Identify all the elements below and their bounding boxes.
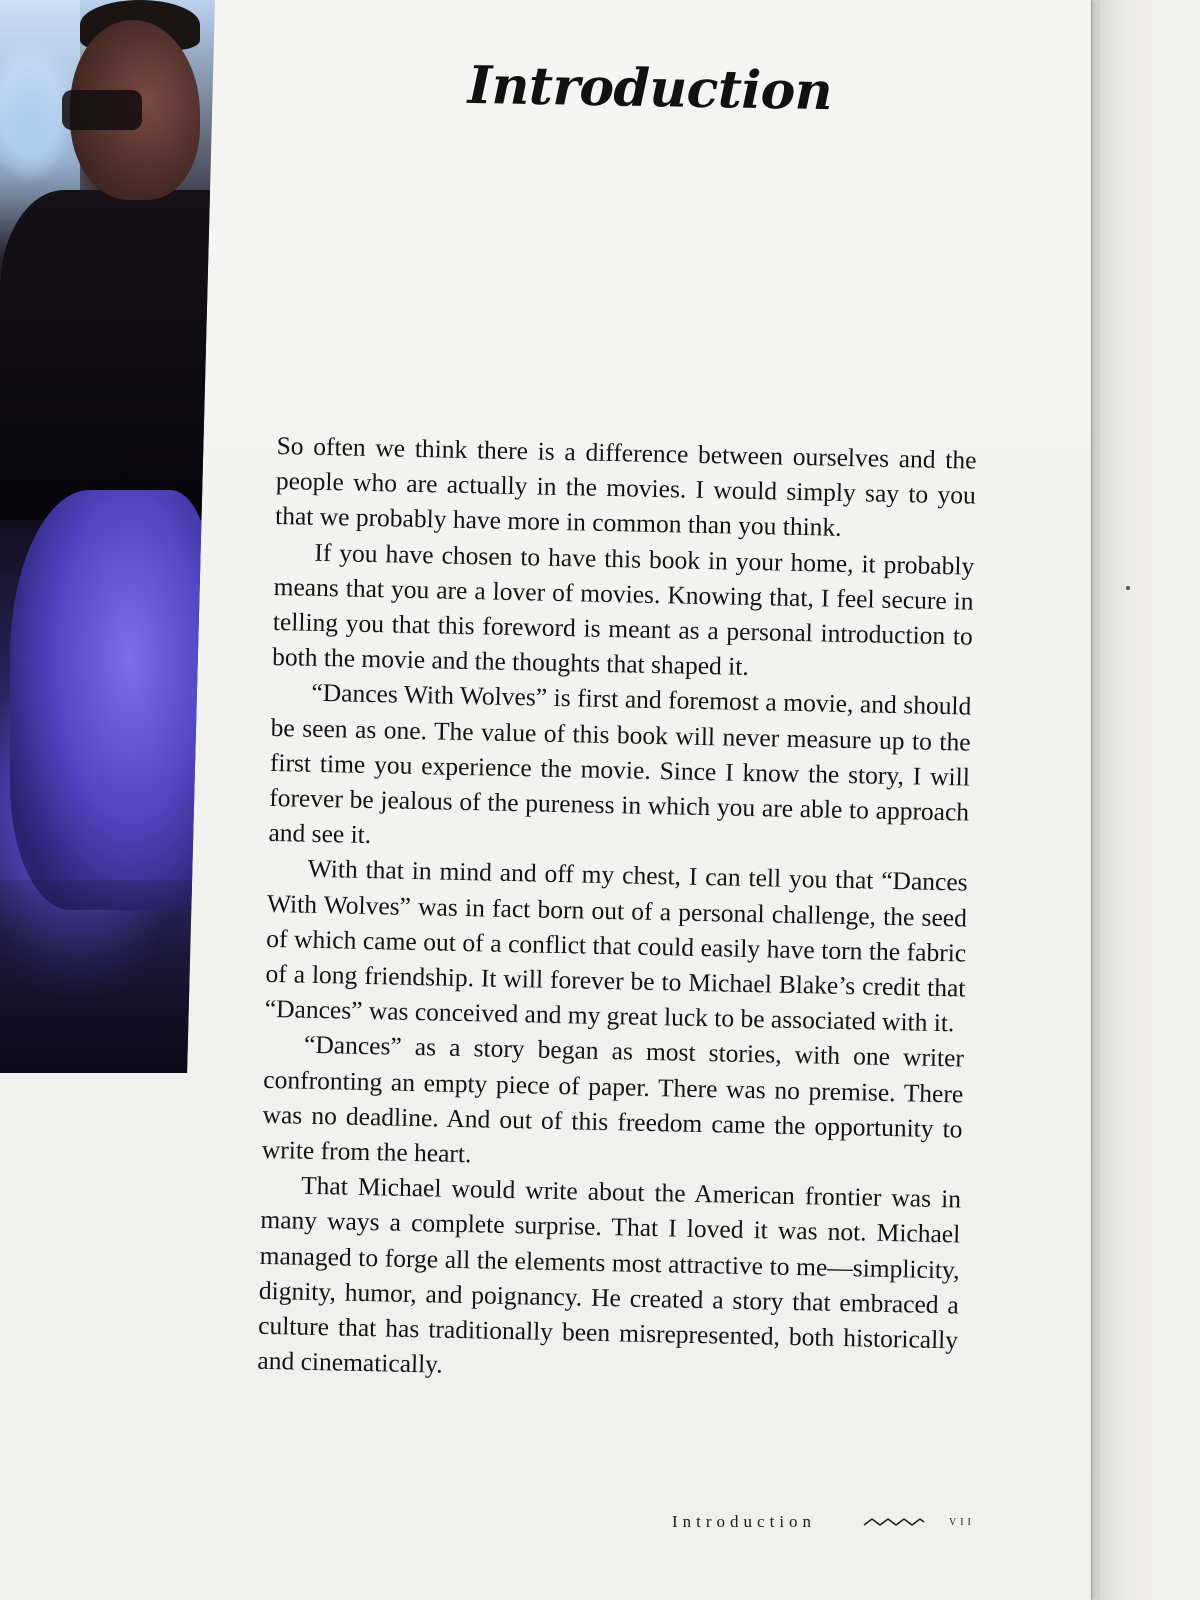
background-surface (1095, 0, 1200, 1600)
paragraph: “Dances” as a story began as most stories, with one writer confronting an empty piece of paper. There was no premise. There was no deadline. And out of this freedom came the opportunity to write from the heart. (261, 1030, 965, 1169)
dust-speck (1126, 586, 1130, 590)
body-text (257, 428, 977, 1393)
paragraph: “Dances With Wolves” is first and foremost a movie, and should be seen as one. The value of this book will never measure up to the first time you experience the movie. Since I know the story, I will forever be jealous of the pureness in which you are able to approach and see it. (268, 678, 972, 850)
footer-section-label: Introduction (672, 1512, 817, 1531)
photo-figure-body (0, 190, 215, 520)
photo-face-paint (62, 90, 142, 130)
film-still-photo (0, 0, 215, 1073)
photo-shadow (0, 880, 215, 1073)
page-number: vii (949, 1514, 975, 1529)
paragraph: With that in mind and off my chest, I can tell you that “Dances With Wolves” was in fact born out of a personal challenge, the seed of which came out of a conflict that could easily have torn the fabric of a long friendship. It will forever be to Michael Blake’s credit that “Dances” was conceived and my great luck to be associated with it. (264, 854, 968, 1038)
paragraph: That Michael would write about the American frontier was in many ways a complete surprise. That I loved it was not. Michael managed to forge all the elements most attractive to me—simplicity, dignity, humor, and poignancy. He created a story that embraced a culture that has traditionally been misrepresented, both historically and cinematically. (257, 1170, 962, 1379)
photo-blanket (10, 490, 210, 910)
paragraph: If you have chosen to have this book in your home, it probably means that you are a lover of movies. Knowing that, I feel secure in telling you that this foreword is meant as a personal introduction to both the movie and the thoughts that shaped it. (271, 537, 975, 682)
zigzag-ornament-icon (862, 1514, 926, 1530)
page-title: Introduction (467, 54, 833, 123)
running-footer (672, 1512, 992, 1542)
paragraph: So often we think there is a difference between ourselves and the people who are actually in the movies. I would simply say to you that we probably have more in common than you think. (274, 430, 977, 543)
page-stack-edge (1097, 0, 1100, 1600)
